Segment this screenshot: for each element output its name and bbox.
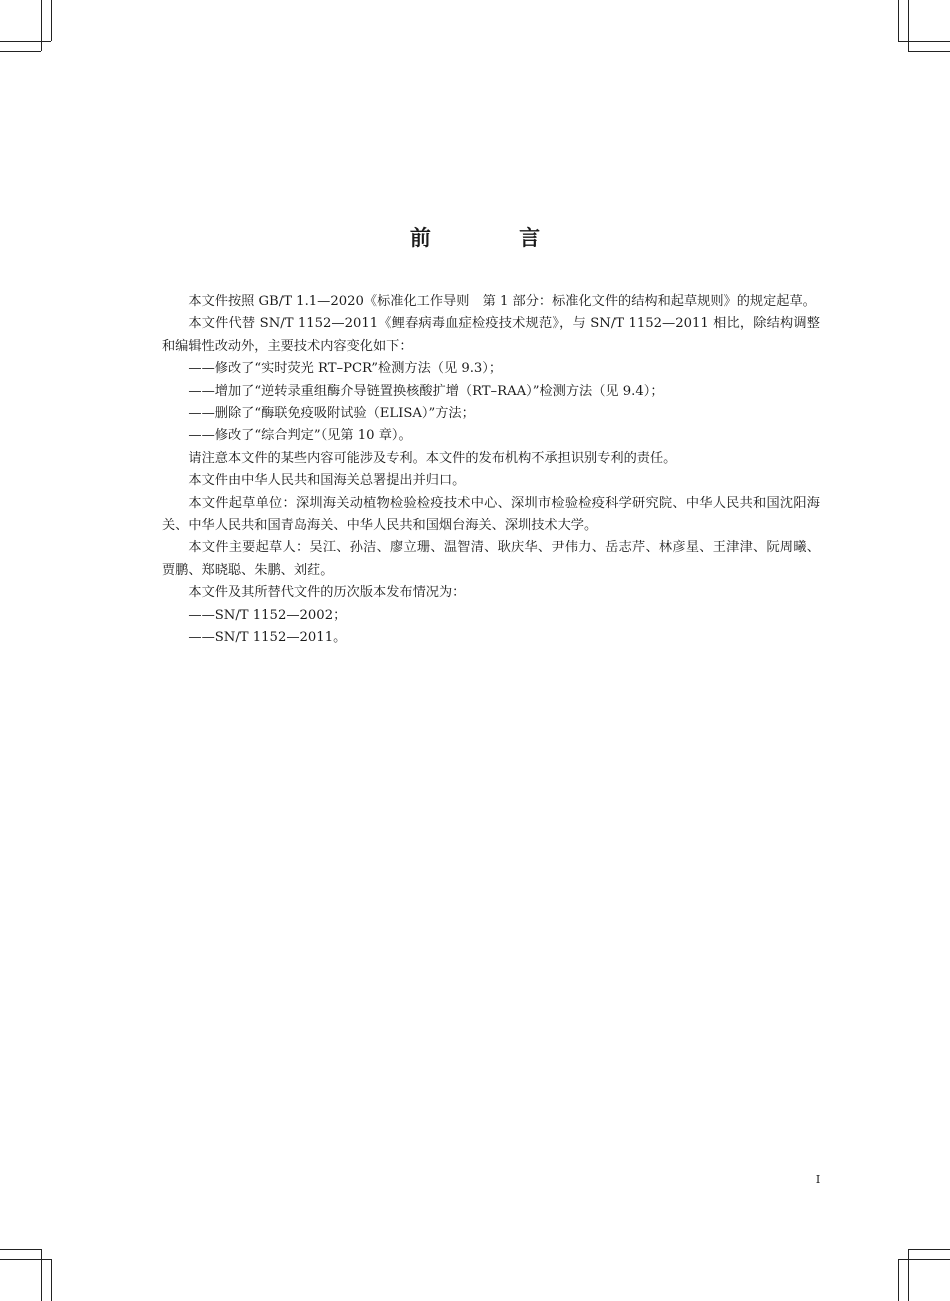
page-number: I: [815, 1173, 821, 1186]
paragraph-drafters: 本文件主要起草人：吴江、孙洁、廖立珊、温智清、耿庆华、尹伟力、岳志芹、林彦星、王津津、阮周曦、贾鹏、郑晓聪、朱鹏、刘荭。: [162, 540, 820, 578]
crop-mark-top-right: [898, 41, 950, 42]
version-item: ——SN/T 1152—2011。: [188, 630, 347, 646]
crop-mark-top-right: [908, 51, 950, 52]
paragraph-patent-notice: 请注意本文件的某些内容可能涉及专利。本文件的发布机构不承担识别专利的责任。: [188, 450, 677, 466]
crop-mark-top-left: [41, 0, 42, 51]
change-item: ——删除了“酶联免疫吸附试验（ELISA）”方法；: [188, 406, 475, 422]
paragraph-drafting-rules: 本文件按照 GB/T 1.1—2020《标准化工作导则 第 1 部分：标准化文件的结构和起草规则》的规定起草。: [188, 294, 816, 309]
crop-mark-top-left: [0, 41, 51, 42]
paragraph-proposer: 本文件由中华人民共和国海关总署提出并归口。: [188, 473, 466, 489]
change-item: ——修改了“综合判定”（见第 10 章）。: [188, 428, 412, 444]
page-title: 前 言: [409, 226, 574, 250]
crop-mark-bottom-left: [51, 1259, 52, 1301]
crop-mark-top-right: [898, 0, 899, 41]
paragraph-drafting-units: 本文件起草单位：深圳海关动植物检验检疫技术中心、深圳市检验检疫科学研究院、中华人民共和国沈阳海关、中华人民共和国青岛海关、中华人民共和国烟台海关、深圳技术大学。: [162, 495, 820, 534]
foreword-body: [162, 291, 820, 650]
crop-mark-bottom-left: [41, 1249, 42, 1301]
version-item: ——SN/T 1152—2002；: [188, 607, 347, 623]
crop-mark-bottom-left: [0, 1249, 41, 1250]
paragraph-replacement: 本文件代替 SN/T 1152—2011《鲤春病毒血症检疫技术规范》，与 SN/T 1152—2011 相比，除结构调整和编辑性改动外，主要技术内容变化如下：: [162, 316, 820, 354]
crop-mark-top-right: [908, 0, 909, 51]
crop-mark-bottom-right: [908, 1249, 909, 1301]
crop-mark-top-left: [0, 51, 41, 52]
change-item: ——修改了“实时荧光 RT–PCR”检测方法（见 9.3）；: [188, 361, 503, 377]
crop-mark-bottom-right: [898, 1259, 950, 1260]
crop-mark-bottom-right: [908, 1249, 950, 1250]
crop-mark-bottom-right: [898, 1259, 899, 1301]
crop-mark-bottom-left: [0, 1259, 51, 1260]
crop-mark-top-left: [51, 0, 52, 41]
paragraph-version-history: 本文件及其所替代文件的历次版本发布情况为：: [188, 585, 466, 601]
change-item: ——增加了“逆转录重组酶介导链置换核酸扩增（RT–RAA）”检测方法（见 9.4）；: [188, 383, 664, 399]
